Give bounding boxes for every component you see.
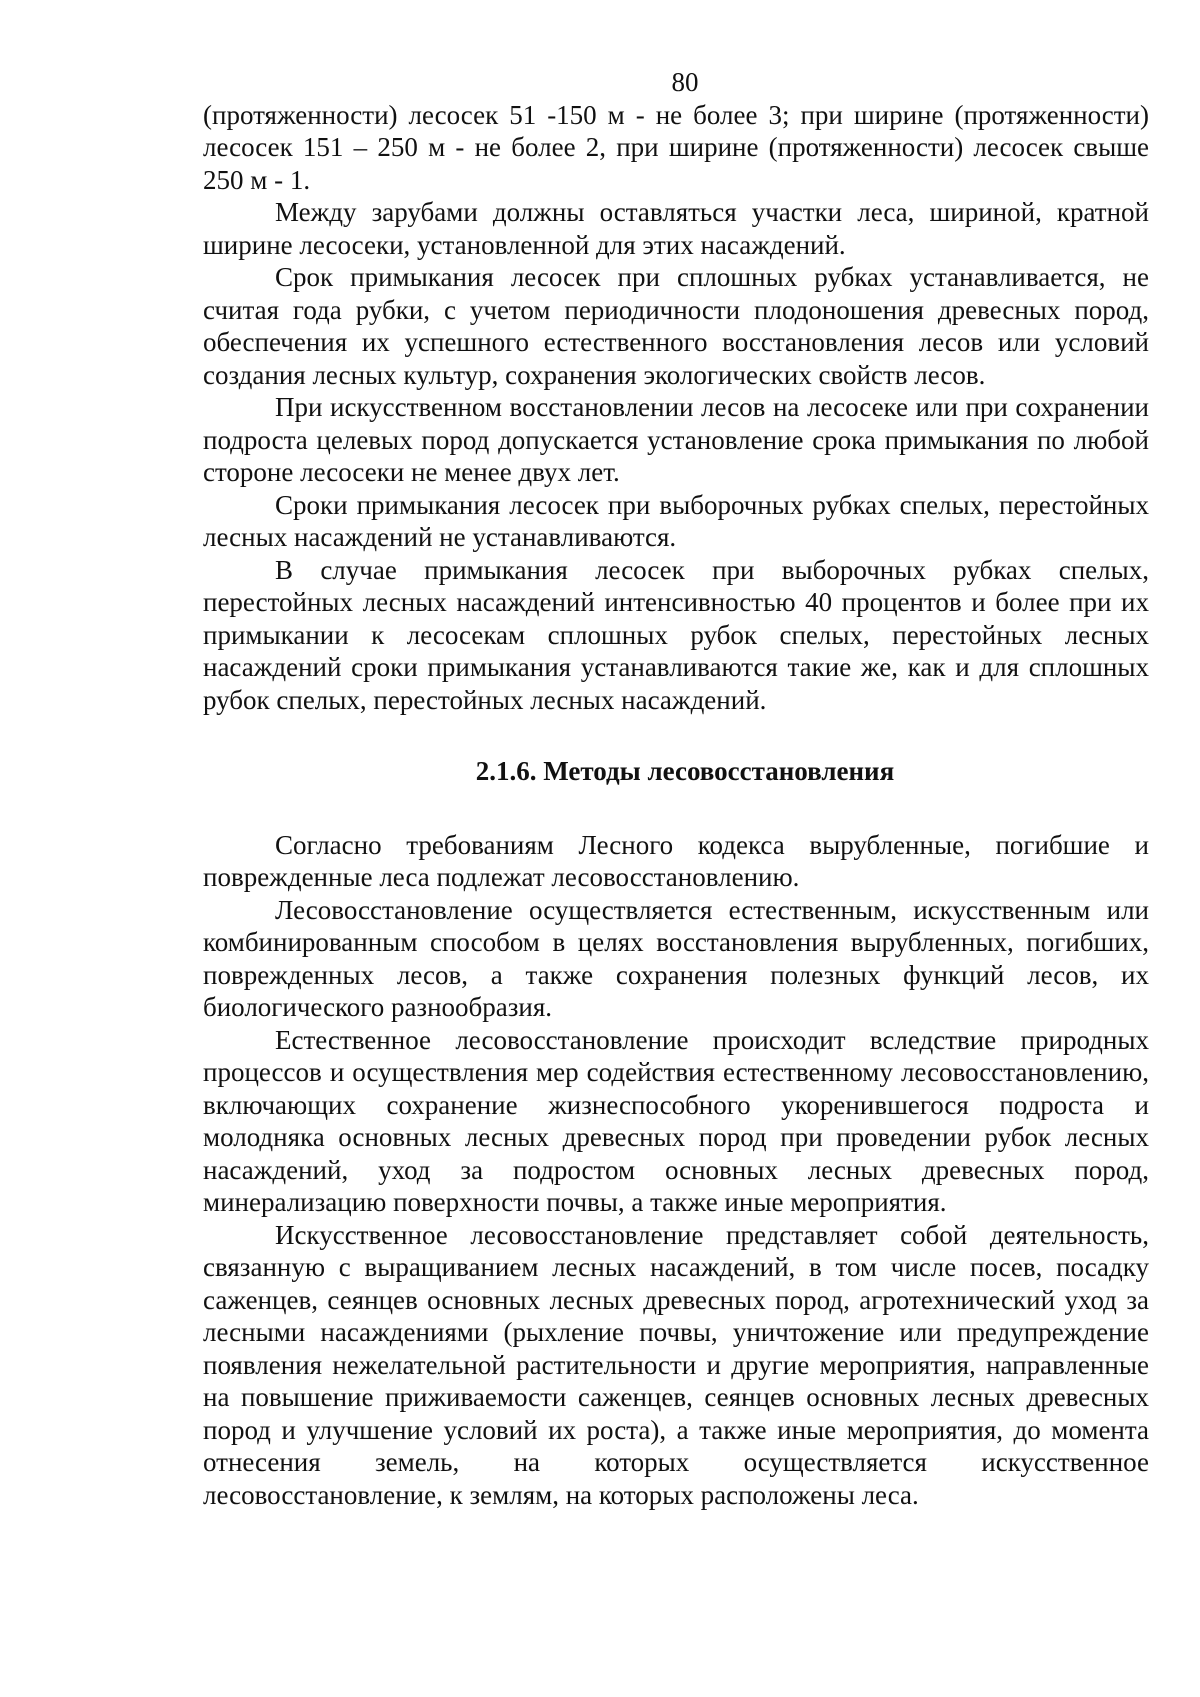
page-number: 80 xyxy=(671,67,699,97)
paragraph: В случае примыкания лесосек при выборочных рубках спелых, перестойных лесных насаждений интенсивностью 40 процентов и более при их примыкании к лесосекам сплошных рубок спелых, перестойных лесных насаждений сроки примыкания устанавливаются такие же, как и для сплошных рубок спелых, перестойных лесных насаждений. xyxy=(203,554,1149,715)
paragraph: Согласно требованиям Лесного кодекса вырубленные, погибшие и поврежденные леса подлежат лесовосстановлению. xyxy=(203,829,1149,892)
section-heading: 2.1.6. Методы лесовосстановления xyxy=(475,756,895,786)
paragraph: Между зарубами должны оставляться участки леса, шириной, кратной ширине лесосеки, установленной для этих насаждений. xyxy=(203,197,1149,260)
paragraph: Искусственное лесовосстановление представляет собой деятельность, связанную с выращиванием лесных насаждений, в том числе посев, посадку саженцев, сеянцев основных лесных древесных пород, агротехнический уход за лесными насаждениями (рыхление почвы, уничтожение или предупреждение появления нежелательной растительности и другие мероприятия, направленные на повышение приживаемости саженцев, сеянцев основных лесных древесных пород и улучшение условий их роста), а также иные мероприятия, до момента отнесения земель, на которых осуществляется искусственное лесовосстановление, к землям, на которых расположены леса. xyxy=(203,1219,1149,1510)
paragraph: Сроки примыкания лесосек при выборочных рубках спелых, перестойных лесных насаждений не устанавливаются. xyxy=(203,489,1149,552)
paragraph: Естественное лесовосстановление происходит вследствие природных процессов и осуществления мер содействия естественному лесовосстановлению, включающих сохранение жизнеспособного укоренившегося подроста и молодняка основных лесных древесных пород при проведении рубок лесных насаждений, уход за подростом основных лесных древесных пород, минерализацию поверхности почвы, а также иные мероприятия. xyxy=(203,1024,1149,1217)
paragraph-continuation: (протяженности) лесосек 51 -150 м - не более 3; при ширине (протяженности) лесосек 151 – 250 м - не более 2, при ширине (протяженности) лесосек свыше 250 м - 1. xyxy=(203,99,1149,195)
document-page xyxy=(203,66,1149,1511)
paragraph: Лесовосстановление осуществляется естественным, искусственным или комбинированным способом в целях восстановления вырубленных, погибших, поврежденных лесов, а также сохранения полезных функций лесов, их биологического разнообразия. xyxy=(203,894,1149,1022)
paragraph: Срок примыкания лесосек при сплошных рубках устанавливается, не считая года рубки, с учетом периодичности плодоношения древесных пород, обеспечения их успешного естественного восстановления лесов или условий создания лесных культур, сохранения экологических свойств лесов. xyxy=(203,262,1149,390)
paragraph: При искусственном восстановлении лесов на лесосеке или при сохранении подроста целевых пород допускается установление срока примыкания по любой стороне лесосеки не менее двух лет. xyxy=(203,392,1149,487)
